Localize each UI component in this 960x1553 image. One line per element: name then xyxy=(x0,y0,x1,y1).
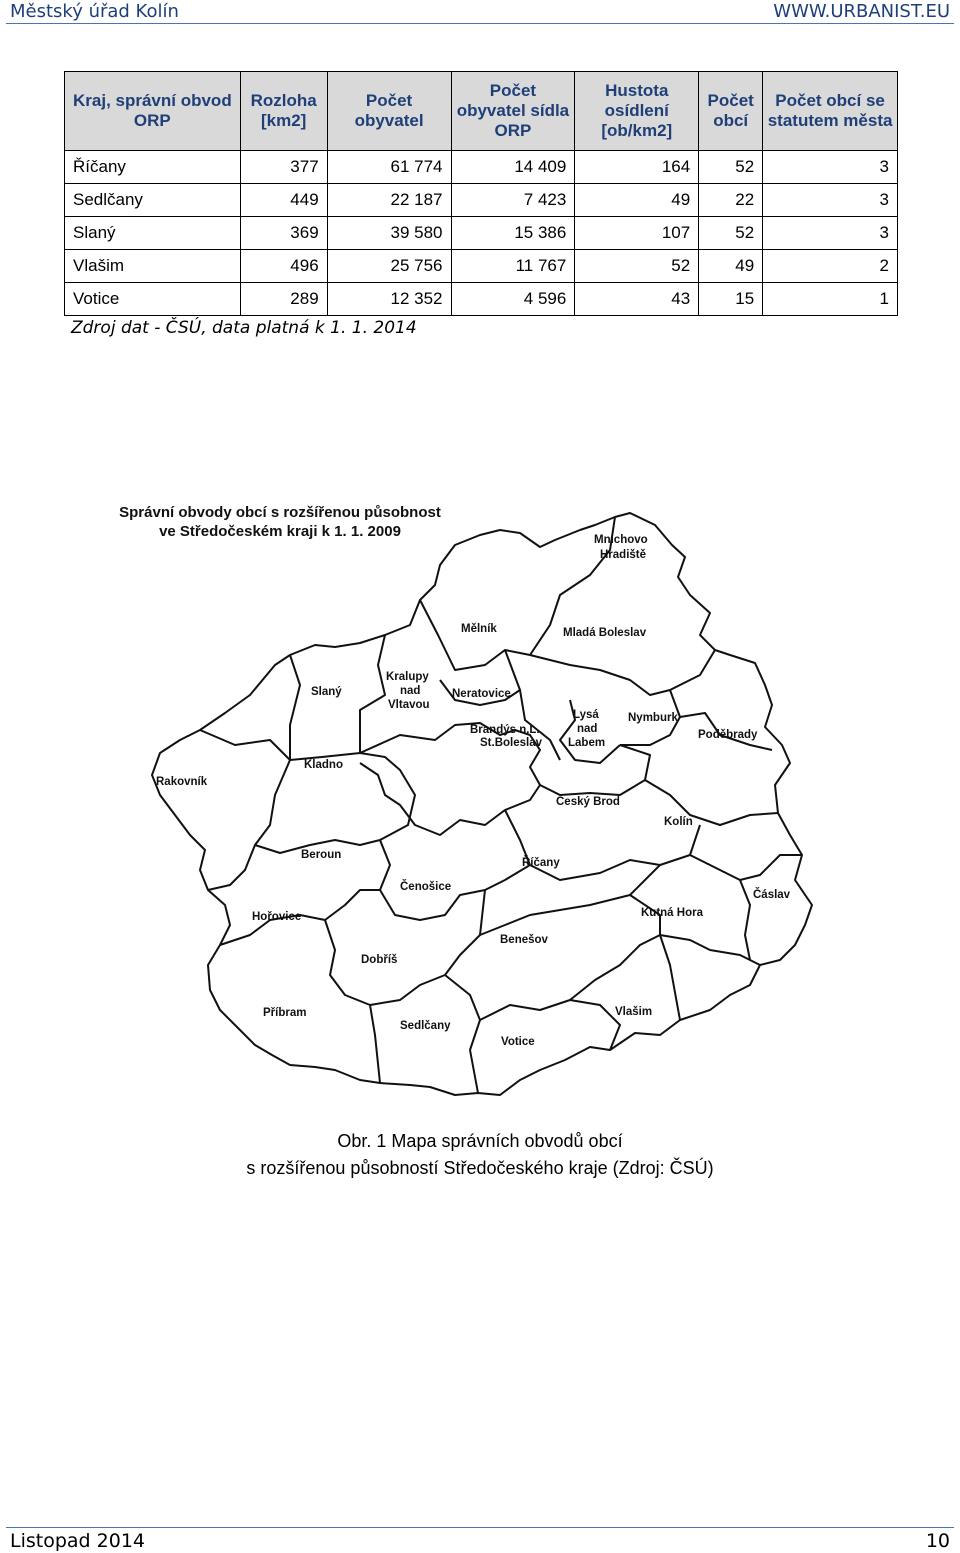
border-melnik xyxy=(420,600,530,670)
border-kutna xyxy=(630,895,760,965)
map-label: Mnichovo xyxy=(594,534,648,546)
table-cell: 52 xyxy=(699,217,763,250)
map-label: Kolín xyxy=(664,816,693,828)
map-label: nad xyxy=(400,685,421,697)
border-caslav xyxy=(690,855,802,880)
table-cell: 43 xyxy=(575,283,699,316)
table-cell: 3 xyxy=(763,151,898,184)
map-borders xyxy=(152,513,812,1095)
caption-line2: s rozšířenou působností Středočeského kraje (Zdroj: ČSÚ) xyxy=(246,1158,714,1178)
border-sedlcany xyxy=(445,975,480,1093)
col-header: Počet obyvatel sídla ORP xyxy=(451,72,575,151)
table-cell: 289 xyxy=(240,283,327,316)
map-label: Lysá xyxy=(573,709,599,721)
map-label: Příbram xyxy=(263,1007,307,1019)
map-labels xyxy=(156,534,791,1048)
table-cell: Říčany xyxy=(65,151,241,184)
table-cell: 61 774 xyxy=(327,151,451,184)
table-cell: 14 409 xyxy=(451,151,575,184)
map-label: Beroun xyxy=(301,849,342,861)
map-title-line1: Správní obvody obcí s rozšířenou působnost xyxy=(119,504,441,521)
table-cell: 449 xyxy=(240,184,327,217)
table-cell: 377 xyxy=(240,151,327,184)
border-slany xyxy=(290,655,300,760)
figure-caption xyxy=(0,1128,960,1182)
table-cell: 2 xyxy=(763,250,898,283)
table-cell: 49 xyxy=(575,184,699,217)
map-label: Brandýs n.L. xyxy=(470,724,540,736)
orp-map xyxy=(60,495,860,1105)
border-kralupy xyxy=(360,635,385,753)
map-label: Kralupy xyxy=(386,671,429,683)
footer-rule xyxy=(6,1527,954,1528)
map-label: Kladno xyxy=(304,759,343,771)
map-label: Poděbrady xyxy=(698,729,758,741)
table-cell: 52 xyxy=(699,151,763,184)
border-mb-south xyxy=(530,650,715,695)
map-label: Hořovice xyxy=(252,911,302,923)
map-label: Rakovník xyxy=(156,776,208,788)
table-cell: 164 xyxy=(575,151,699,184)
map-label: nad xyxy=(577,723,598,735)
map-label: Sedlčany xyxy=(400,1020,451,1032)
table-row xyxy=(65,250,898,283)
table-cell: 15 xyxy=(699,283,763,316)
map-label: Benešov xyxy=(500,934,548,946)
table-cell: 11 767 xyxy=(451,250,575,283)
border-pribram-sedl xyxy=(370,1005,380,1083)
orp-table xyxy=(64,71,898,316)
table-cell: 15 386 xyxy=(451,217,575,250)
col-header: Hustota osídlení [ob/km2] xyxy=(575,72,699,151)
table-cell: 52 xyxy=(575,250,699,283)
map-label: Čenošice xyxy=(400,881,452,893)
table-cell: 3 xyxy=(763,217,898,250)
footer-date: Listopad 2014 xyxy=(10,1530,145,1552)
table-cell: 369 xyxy=(240,217,327,250)
table-header-row xyxy=(65,72,898,151)
table-cell: 496 xyxy=(240,250,327,283)
table-cell: 22 xyxy=(699,184,763,217)
map-label: Český Brod xyxy=(556,796,620,808)
map-label: Votice xyxy=(501,1036,535,1048)
col-header: Rozloha [km2] xyxy=(240,72,327,151)
page-header xyxy=(0,0,960,24)
table-cell: Votice xyxy=(65,283,241,316)
col-header: Kraj, správní obvod ORP xyxy=(65,72,241,151)
map-label: Hradiště xyxy=(600,549,647,561)
border-vlasim-east xyxy=(660,935,680,1020)
table-row xyxy=(65,283,898,316)
map-label: Nymburk xyxy=(628,712,678,724)
map-label: Vlašim xyxy=(615,1006,653,1018)
map-title-line2: ve Středočeském kraji k 1. 1. 2009 xyxy=(159,523,401,540)
table-cell: Slaný xyxy=(65,217,241,250)
table-cell: 107 xyxy=(575,217,699,250)
map-label: Čáslav xyxy=(753,889,791,901)
table-cell: 49 xyxy=(699,250,763,283)
table-row xyxy=(65,184,898,217)
table-row xyxy=(65,151,898,184)
map-label: Vltavou xyxy=(388,699,430,711)
border-votice-vlasim xyxy=(570,935,660,1000)
table-cell: Vlašim xyxy=(65,250,241,283)
table-cell: 22 187 xyxy=(327,184,451,217)
map-title xyxy=(80,503,480,541)
header-office: Městský úřad Kolín xyxy=(10,1,179,22)
map-svg xyxy=(60,495,860,1105)
table-cell: 3 xyxy=(763,184,898,217)
table-cell: Sedlčany xyxy=(65,184,241,217)
table-cell: 25 756 xyxy=(327,250,451,283)
col-header: Počet obcí xyxy=(699,72,763,151)
map-label: Dobříš xyxy=(361,954,398,966)
map-label: Říčany xyxy=(522,857,560,869)
page-number: 10 xyxy=(925,1530,950,1552)
border-kutna-caslav xyxy=(740,880,750,960)
table-cell: 1 xyxy=(763,283,898,316)
border-rakovnik xyxy=(200,730,290,890)
header-website: WWW.URBANIST.EU xyxy=(773,1,950,22)
map-label: Slaný xyxy=(311,686,342,698)
border-benesov xyxy=(480,865,660,935)
table-cell: 7 423 xyxy=(451,184,575,217)
map-label: Kutná Hora xyxy=(641,907,703,919)
header-rule xyxy=(6,23,954,24)
table-cell: 39 580 xyxy=(327,217,451,250)
table-cell: 4 596 xyxy=(451,283,575,316)
map-label: Mladá Boleslav xyxy=(563,627,647,639)
border-cenosice xyxy=(380,840,530,920)
col-header: Počet obcí se statutem města xyxy=(763,72,898,151)
table-cell: 12 352 xyxy=(327,283,451,316)
map-label: St.Boleslav xyxy=(480,737,542,749)
caption-line1: Obr. 1 Mapa správních obvodů obcí xyxy=(337,1131,623,1151)
map-label: Labem xyxy=(568,737,606,749)
region-outline xyxy=(152,513,812,1095)
map-label: Neratovice xyxy=(452,688,511,700)
col-header: Počet obyvatel xyxy=(327,72,451,151)
data-source-note: Zdroj dat - ČSÚ, data platná k 1. 1. 2014 xyxy=(71,318,417,338)
map-label: Mělník xyxy=(461,623,497,635)
table-row xyxy=(65,217,898,250)
